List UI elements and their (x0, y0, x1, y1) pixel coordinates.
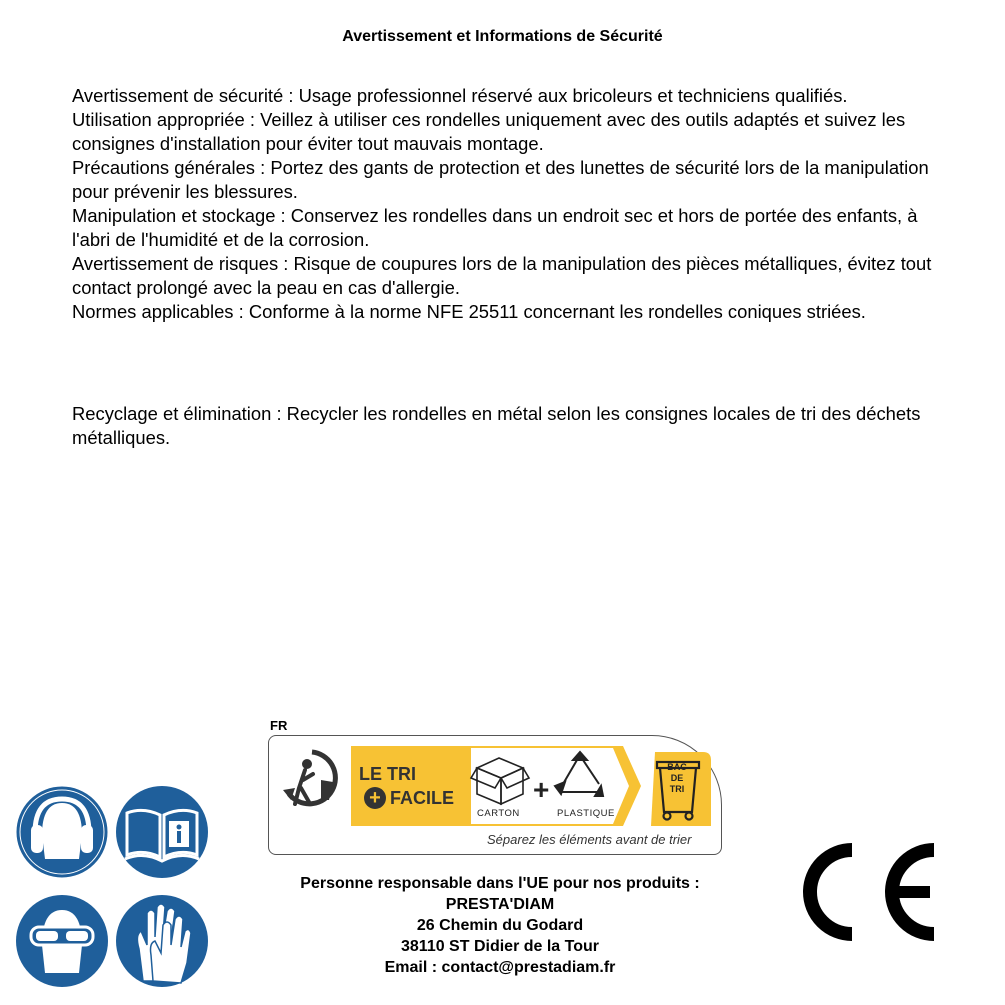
proper-use: Utilisation appropriée : Veillez à utiliser ces rondelles uniquement avec des outils adaptés et suivez les consignes d'installation pour éviter tout mauvais montage. (72, 109, 906, 154)
safety-paragraphs (72, 84, 952, 324)
recycling-text: Recyclage et élimination : Recycler les rondelles en métal selon les consignes locales de tri des déchets métalliques. (72, 403, 921, 448)
ce-mark-icon (796, 840, 941, 944)
bin-label: BAC DE TRI (667, 762, 687, 794)
country-code: FR (270, 718, 288, 733)
gloves-icon (116, 895, 208, 987)
page-title: Avertissement et Informations de Sécurité (342, 28, 663, 45)
plus-separator: + (533, 774, 550, 805)
email-address: Email : contact@prestadiam.fr (384, 959, 616, 976)
triman-icon (277, 744, 347, 812)
le-tri-text: LE TRI (359, 764, 416, 784)
safety-warning: Avertissement de sécurité : Usage professionnel réservé aux bricoleurs et techniciens qualifiés. (72, 85, 848, 106)
plus-icon: + (364, 787, 386, 809)
safety-pictograms (15, 785, 210, 990)
read-manual-icon (116, 786, 208, 878)
street-address: 26 Chemin du Godard (416, 917, 584, 934)
applicable-standards: Normes applicables : Conforme à la norme NFE 25511 concernant les rondelles coniques striées. (72, 301, 866, 322)
plastique-label: PLASTIQUE (557, 808, 615, 819)
eye-protection-icon (16, 895, 108, 987)
handling-storage: Manipulation et stockage : Conservez les rondelles dans un endroit sec et hors de portée des enfants, à l'abri de l'humidité et de la corrosion. (72, 205, 918, 250)
city-address: 38110 ST Didier de la Tour (401, 938, 599, 955)
eu-responsible-person (200, 873, 800, 978)
general-precautions: Précautions générales : Portez des gants de protection et des lunettes de sécurité lors de la manipulation pour prévenir les blessures. (72, 157, 929, 202)
ear-protection-icon (16, 786, 108, 878)
responsible-heading: Personne responsable dans l'UE pour nos produits : (300, 875, 700, 892)
risk-warning: Avertissement de risques : Risque de coupures lors de la manipulation des pièces métalliques, évitez tout contact prolongé avec la peau en cas d'allergie. (72, 253, 932, 298)
carton-label: CARTON (477, 808, 520, 819)
separate-instructions: Séparez les éléments avant de trier (487, 832, 692, 847)
triman-label (268, 735, 722, 855)
facile-text: FACILE (390, 788, 455, 808)
company-name: PRESTA'DIAM (445, 896, 555, 913)
